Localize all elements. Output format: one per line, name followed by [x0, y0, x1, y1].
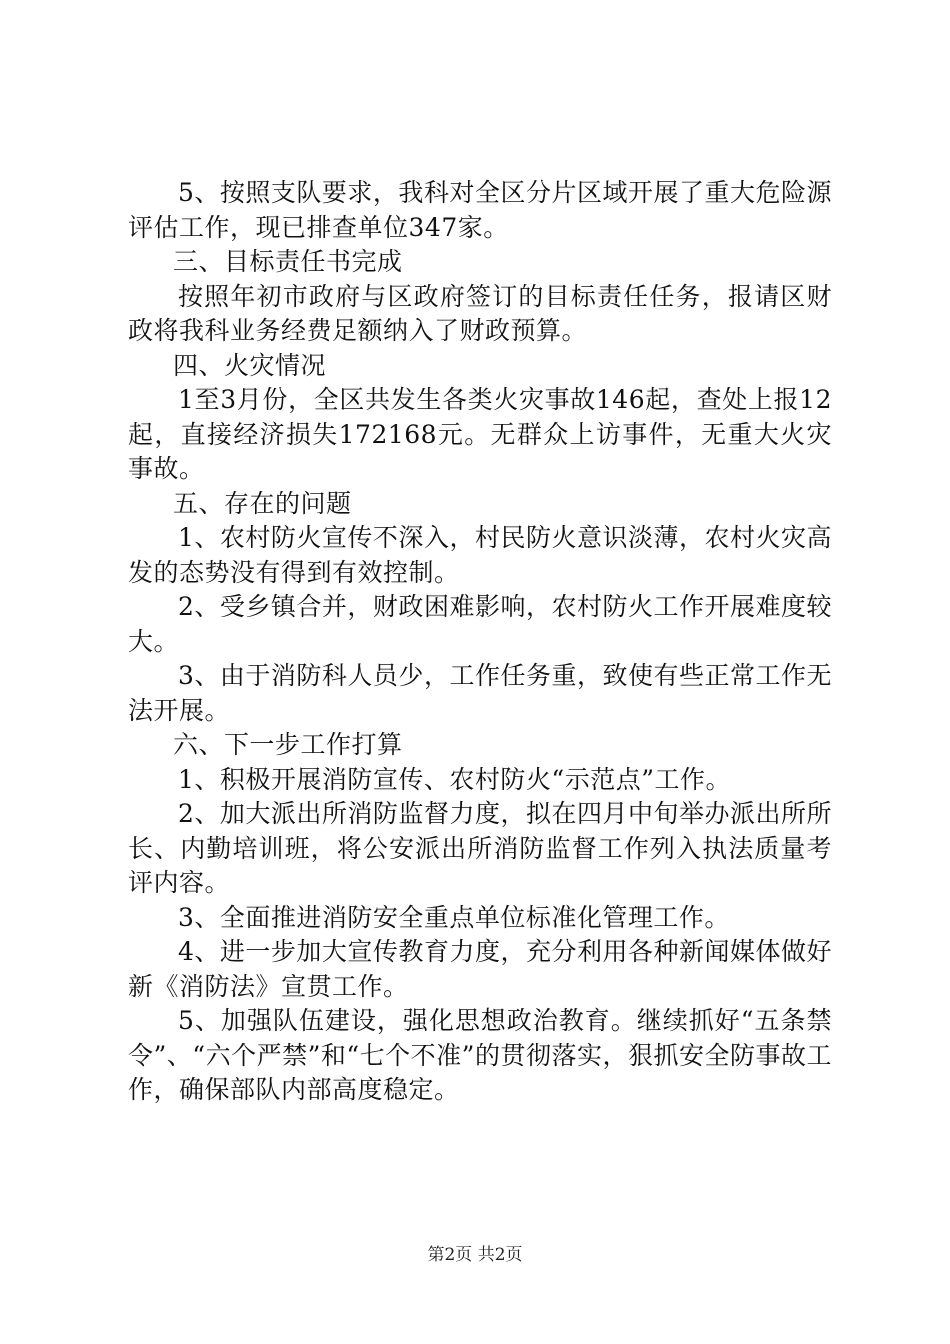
page-footer: 第2页 共2页 [427, 1245, 523, 1265]
paragraph-next-step-3: 3、全面推进消防安全重点单位标准化管理工作。 [178, 902, 730, 932]
document-body [128, 176, 832, 1108]
paragraph-hazard-assessment: 5、按照支队要求，我科对全区分片区域开展了重大危险源评估工作，现已排查单位347家。 [128, 178, 832, 242]
section-heading-target-responsibility: 三、目标责任书完成 [173, 247, 403, 276]
section-heading-next-steps: 六、下一步工作打算 [173, 730, 403, 759]
paragraph-problem-1: 1、农村防火宣传不深入，村民防火意识淡薄，农村火灾高发的态势没有得到有效控制。 [128, 523, 832, 587]
paragraph-next-step-5: 5、加强队伍建设，强化思想政治教育。继续抓好“五条禁令”、“六个严禁”和“七个不准”的贯彻落实，狠抓安全防事故工作，确保部队内部高度稳定。 [128, 1006, 832, 1104]
paragraph-next-step-2: 2、加大派出所消防监督力度，拟在四月中旬举办派出所所长、内勤培训班，将公安派出所消防监督工作列入执法质量考评内容。 [128, 799, 832, 897]
paragraph-fire-situation: 1至3月份，全区共发生各类火灾事故146起，查处上报12起，直接经济损失172168元。无群众上访事件，无重大火灾事故。 [128, 385, 832, 483]
paragraph-next-step-4: 4、进一步加大宣传教育力度，充分利用各种新闻媒体做好新《消防法》宣贯工作。 [128, 937, 832, 1001]
paragraph-problem-3: 3、由于消防科人员少，工作任务重，致使有些正常工作无法开展。 [128, 661, 832, 725]
section-heading-fire-situation: 四、火灾情况 [173, 350, 327, 380]
paragraph-next-step-1: 1、积极开展消防宣传、农村防火“示范点”工作。 [178, 764, 731, 794]
section-heading-problems: 五、存在的问题 [173, 488, 352, 518]
paragraph-problem-2: 2、受乡镇合并，财政困难影响，农村防火工作开展难度较大。 [128, 592, 832, 656]
paragraph-target-responsibility: 按照年初市政府与区政府签订的目标责任任务，报请区财政将我科业务经费足额纳入了财政预算。 [128, 281, 832, 345]
